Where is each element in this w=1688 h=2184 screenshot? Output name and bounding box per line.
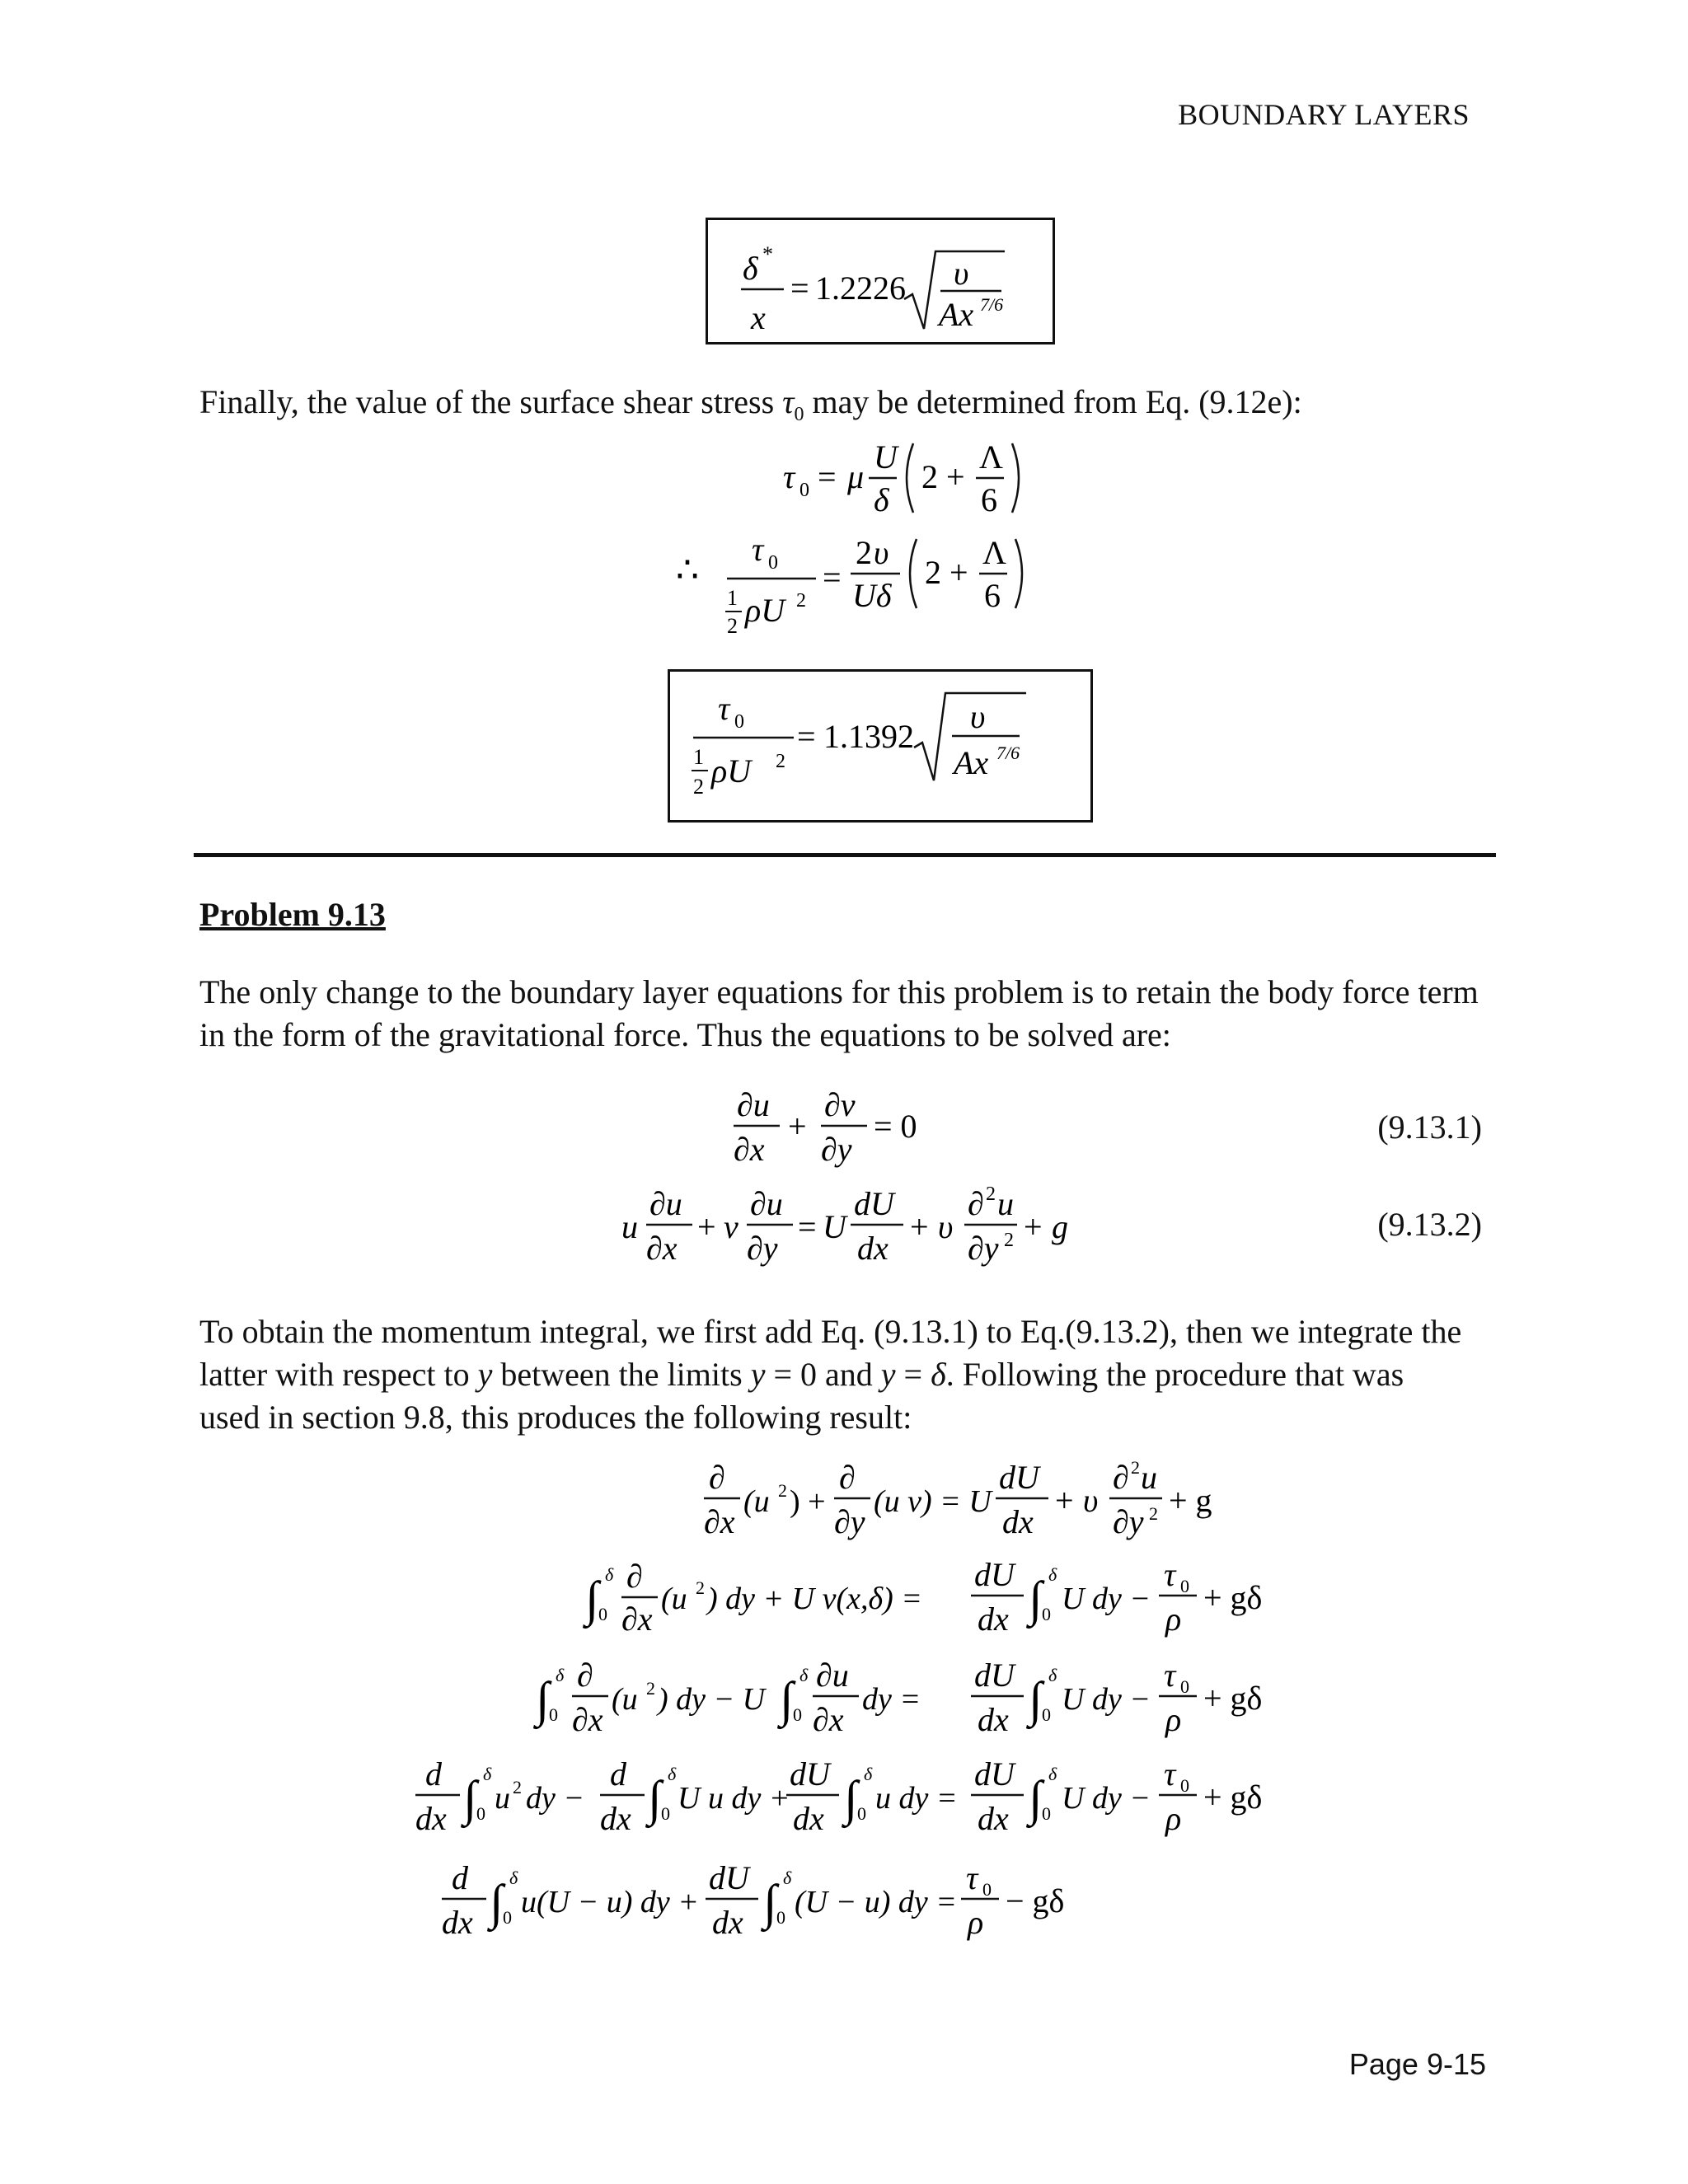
svg-text:v: v [724, 1208, 738, 1245]
derivation-line-2 [583, 1556, 1262, 1638]
svg-text:x: x [751, 299, 766, 336]
svg-text:dx: dx [712, 1904, 743, 1941]
svg-text:∂x: ∂x [646, 1230, 678, 1267]
svg-text:(u: (u [743, 1484, 770, 1519]
svg-text:0: 0 [1180, 1775, 1189, 1796]
svg-text:ρ: ρ [1165, 1701, 1182, 1738]
svg-text:δ: δ [743, 250, 758, 287]
svg-text:u: u [1141, 1459, 1157, 1496]
svg-text:0: 0 [734, 711, 744, 733]
equation-shear-stress [775, 429, 1039, 519]
svg-text:0: 0 [1042, 1803, 1051, 1824]
svg-text:δ: δ [509, 1868, 518, 1888]
obtain-line-2: latter with respect to y between the limits y = 0 and y = δ. Following the procedure that was [199, 1356, 1404, 1393]
equation-continuity [725, 1080, 923, 1170]
intro-line-1: The only change to the boundary layer equations for this problem is to retain the body force term [199, 973, 1479, 1010]
derivation-momentum-integral [387, 1455, 1311, 1966]
svg-text:+: + [1024, 1208, 1043, 1245]
svg-text:0: 0 [768, 552, 778, 574]
svg-text:δ: δ [1048, 1764, 1057, 1784]
svg-text:∫: ∫ [780, 1672, 794, 1727]
svg-text:(u: (u [661, 1582, 687, 1616]
svg-text:∫: ∫ [490, 1875, 504, 1929]
svg-text:6: 6 [984, 577, 1001, 614]
svg-text:dU: dU [974, 1556, 1015, 1593]
svg-text:∫: ∫ [763, 1875, 777, 1929]
svg-text:∂u: ∂u [750, 1185, 783, 1222]
svg-text:=: = [797, 718, 816, 755]
svg-text:+: + [1055, 1482, 1074, 1519]
svg-text:ρU: ρU [711, 752, 752, 790]
svg-text:dU: dU [974, 1657, 1015, 1694]
svg-text:∂u: ∂u [649, 1185, 682, 1222]
svg-text:1: 1 [693, 745, 704, 769]
svg-text:δ: δ [1048, 1564, 1057, 1585]
svg-text:(U − u) dy =: (U − u) dy = [795, 1885, 957, 1919]
svg-text:2: 2 [696, 1577, 705, 1598]
svg-text:υ: υ [874, 534, 889, 571]
svg-text:∂x: ∂x [704, 1503, 735, 1540]
derivation-line-5 [442, 1859, 1064, 1941]
svg-text:+ gδ: + gδ [1203, 1779, 1263, 1816]
svg-text:υ: υ [970, 698, 986, 735]
svg-text:0: 0 [776, 1907, 785, 1928]
svg-text:dx: dx [442, 1904, 473, 1941]
svg-text:2 +: 2 + [921, 458, 965, 495]
result-box-displacement-thickness [706, 218, 1055, 344]
svg-text:∫: ∫ [585, 1572, 599, 1626]
svg-text:U dy −: U dy − [1062, 1682, 1151, 1717]
svg-text:τ: τ [966, 1859, 978, 1896]
svg-text:2: 2 [778, 1480, 787, 1501]
svg-text:(u v) = U: (u v) = U [874, 1484, 992, 1519]
svg-text:∫: ∫ [1029, 1771, 1043, 1825]
svg-text:2: 2 [986, 1183, 996, 1205]
svg-text:+ gδ: + gδ [1203, 1579, 1263, 1616]
svg-text:ρU: ρU [745, 592, 785, 629]
svg-text:∂: ∂ [577, 1657, 593, 1694]
svg-text:0: 0 [661, 1803, 670, 1824]
svg-text:U dy −: U dy − [1062, 1582, 1151, 1616]
page-number: Page 9-15 [1348, 2047, 1486, 2081]
svg-text:1: 1 [727, 586, 738, 610]
svg-text:dU: dU [709, 1859, 749, 1896]
svg-text:dx: dx [793, 1800, 824, 1837]
svg-text:dx: dx [978, 1601, 1009, 1638]
svg-text:0: 0 [857, 1803, 866, 1824]
coefficient-1-1392: 1.1392 [823, 718, 914, 755]
svg-text:δ: δ [605, 1564, 614, 1585]
paragraph-intro [199, 971, 1502, 1057]
svg-text:=: = [790, 269, 809, 307]
svg-text:∂: ∂ [1113, 1459, 1129, 1496]
section-divider [194, 853, 1496, 857]
svg-text:υ: υ [1083, 1482, 1099, 1519]
svg-text:Ax: Ax [954, 744, 989, 781]
svg-text:ρ: ρ [1165, 1601, 1182, 1638]
svg-text:dx: dx [978, 1701, 1009, 1738]
svg-text:dx: dx [600, 1800, 631, 1837]
svg-text:τ: τ [1164, 1657, 1176, 1694]
svg-text:u: u [621, 1208, 638, 1245]
svg-text:+: + [788, 1108, 807, 1145]
svg-text:6: 6 [981, 481, 997, 518]
svg-text:2: 2 [513, 1777, 522, 1797]
svg-text:δ: δ [874, 481, 889, 518]
svg-text:) dy + U v(x,δ) =: ) dy + U v(x,δ) = [707, 1582, 922, 1616]
svg-text:Λ: Λ [982, 534, 1007, 571]
svg-text:d: d [425, 1755, 442, 1793]
equation-momentum [618, 1177, 1080, 1268]
svg-text:μ: μ [847, 458, 865, 495]
svg-text:+: + [697, 1208, 716, 1245]
svg-text:dU: dU [999, 1459, 1039, 1496]
derivation-line-1 [704, 1457, 1212, 1540]
intro-line-2: in the form of the gravitational force. Thus the equations to be solved are: [199, 1016, 1171, 1053]
svg-text:δ: δ [783, 1868, 792, 1888]
svg-text:∂: ∂ [709, 1459, 725, 1496]
svg-text:Λ: Λ [979, 438, 1004, 476]
svg-text:τ: τ [783, 458, 795, 495]
svg-text:∂x: ∂x [813, 1701, 844, 1738]
svg-text:∂u: ∂u [816, 1657, 849, 1694]
svg-text:0: 0 [549, 1704, 558, 1725]
svg-text:τ: τ [1164, 1556, 1176, 1593]
svg-text:∂y: ∂y [1113, 1503, 1144, 1540]
svg-text:δ: δ [799, 1665, 809, 1685]
svg-text:∂v: ∂v [824, 1086, 856, 1123]
svg-text:u dy =: u dy = [875, 1781, 958, 1816]
svg-text:∂x: ∂x [734, 1131, 765, 1168]
svg-text:2: 2 [646, 1678, 655, 1699]
svg-text:dU: dU [790, 1755, 830, 1793]
svg-text:2: 2 [1004, 1230, 1014, 1251]
svg-text:) dy − U: ) dy − U [658, 1682, 766, 1717]
svg-text:2: 2 [1149, 1503, 1158, 1524]
svg-text:0: 0 [1042, 1704, 1051, 1725]
svg-text:dx: dx [857, 1230, 889, 1267]
svg-text:∂u: ∂u [737, 1086, 770, 1123]
svg-text:U u dy +: U u dy + [678, 1781, 790, 1816]
svg-text:dy −: dy − [526, 1781, 585, 1816]
svg-text:u: u [997, 1185, 1014, 1222]
equation-skin-friction-intermediate [676, 524, 1039, 656]
svg-text:∫: ∫ [648, 1771, 662, 1825]
svg-text:υ: υ [938, 1208, 954, 1245]
finally-tail-text: may be determined from Eq. (9.12e): [812, 383, 1302, 420]
svg-text:τ: τ [752, 531, 764, 568]
svg-text:*: * [762, 242, 773, 266]
svg-text:U: U [874, 438, 898, 476]
svg-text:ρ: ρ [1165, 1800, 1182, 1837]
equation-number-9-13-2: (9.13.2) [1377, 1206, 1482, 1243]
svg-text:∫: ∫ [463, 1771, 477, 1825]
svg-text:dx: dx [978, 1800, 1009, 1837]
svg-text:2 +: 2 + [925, 554, 968, 591]
paragraph-obtain [199, 1310, 1502, 1439]
svg-text:δ: δ [483, 1764, 492, 1784]
equation-displacement-thickness [708, 220, 1053, 342]
svg-text:∂: ∂ [626, 1558, 643, 1595]
coefficient-1-2226: 1.2226 [815, 269, 906, 307]
svg-text:+ gδ: + gδ [1203, 1680, 1263, 1717]
svg-text:= 0: = 0 [874, 1108, 917, 1145]
svg-text:+: + [910, 1208, 929, 1245]
svg-text:0: 0 [793, 1704, 802, 1725]
svg-text:∫: ∫ [1029, 1572, 1043, 1626]
svg-text:0: 0 [1180, 1576, 1189, 1596]
problem-title: Problem 9.13 [199, 896, 386, 933]
svg-text:0: 0 [598, 1604, 607, 1624]
svg-text:2: 2 [727, 614, 738, 638]
svg-text:dx: dx [415, 1800, 447, 1837]
svg-text:∂x: ∂x [572, 1701, 603, 1738]
svg-text:2: 2 [1131, 1457, 1140, 1478]
svg-text:δ: δ [668, 1764, 677, 1784]
svg-text:d: d [452, 1859, 468, 1896]
svg-text:Ax: Ax [939, 296, 974, 333]
svg-text:2: 2 [776, 751, 785, 772]
running-header: BOUNDARY LAYERS [1178, 98, 1470, 131]
svg-text:− gδ: − gδ [1006, 1882, 1065, 1919]
svg-text:∫: ∫ [844, 1771, 858, 1825]
svg-text:τ: τ [1164, 1755, 1176, 1793]
svg-text:2: 2 [856, 534, 872, 571]
svg-text:+ g: + g [1169, 1482, 1212, 1519]
svg-text:d: d [610, 1755, 626, 1793]
svg-text:dy =: dy = [862, 1682, 921, 1717]
svg-text:=: = [818, 458, 837, 495]
svg-text:∫: ∫ [1029, 1672, 1043, 1727]
svg-text:δ: δ [556, 1665, 565, 1685]
exponent-7-6-b: 7/6 [996, 743, 1020, 763]
svg-text:2: 2 [693, 775, 704, 799]
svg-text:∂x: ∂x [621, 1601, 653, 1638]
derivation-line-3 [533, 1657, 1262, 1738]
svg-text:∫: ∫ [536, 1672, 550, 1727]
svg-text:) +: ) + [790, 1484, 826, 1519]
svg-text:2: 2 [796, 590, 806, 612]
paragraph-finally: Finally, the value of the surface shear stress $\tau_0$ may be determined from Eq. (9.12e): [199, 383, 1302, 425]
svg-text:∂: ∂ [968, 1185, 984, 1222]
svg-text:υ: υ [954, 255, 969, 292]
svg-text:∂y: ∂y [968, 1230, 999, 1267]
obtain-line-1: To obtain the momentum integral, we first add Eq. (9.13.1) to Eq.(9.13.2), then we integrate the [199, 1313, 1462, 1350]
svg-text:0: 0 [1042, 1604, 1051, 1624]
svg-text:U dy −: U dy − [1062, 1781, 1151, 1816]
svg-text:0: 0 [1180, 1676, 1189, 1697]
svg-text:0: 0 [476, 1803, 485, 1824]
svg-text:=: = [798, 1208, 817, 1245]
svg-text:∂y: ∂y [834, 1503, 865, 1540]
svg-text:dx: dx [1002, 1503, 1034, 1540]
svg-text:=: = [823, 559, 842, 596]
exponent-7-6: 7/6 [980, 294, 1004, 315]
obtain-line-3: used in section 9.8, this produces the following result: [199, 1399, 912, 1436]
svg-text:0: 0 [503, 1907, 512, 1928]
svg-text:ρ: ρ [968, 1904, 984, 1941]
therefore-symbol: ∴ [676, 550, 699, 590]
equation-skin-friction [670, 672, 1090, 820]
svg-text:0: 0 [799, 480, 809, 501]
svg-text:∂y: ∂y [821, 1131, 852, 1168]
svg-text:τ: τ [718, 690, 730, 727]
svg-text:δ: δ [864, 1764, 873, 1784]
svg-text:dU: dU [854, 1185, 894, 1222]
svg-text:u(U − u) dy +: u(U − u) dy + [521, 1885, 699, 1919]
finally-text: Finally, the value of the surface shear stress [199, 383, 775, 420]
svg-text:u: u [495, 1781, 510, 1816]
derivation-line-4 [415, 1755, 1262, 1837]
svg-text:g: g [1052, 1208, 1068, 1245]
svg-text:U: U [823, 1208, 846, 1245]
svg-text:δ: δ [1048, 1665, 1057, 1685]
equation-number-9-13-1: (9.13.1) [1377, 1108, 1482, 1146]
result-box-skin-friction [668, 669, 1093, 823]
svg-text:(u: (u [612, 1682, 638, 1717]
svg-text:∂y: ∂y [747, 1230, 778, 1267]
svg-text:Uδ: Uδ [852, 577, 892, 614]
svg-text:∂: ∂ [839, 1459, 856, 1496]
svg-text:0: 0 [982, 1879, 992, 1900]
svg-text:dU: dU [974, 1755, 1015, 1793]
